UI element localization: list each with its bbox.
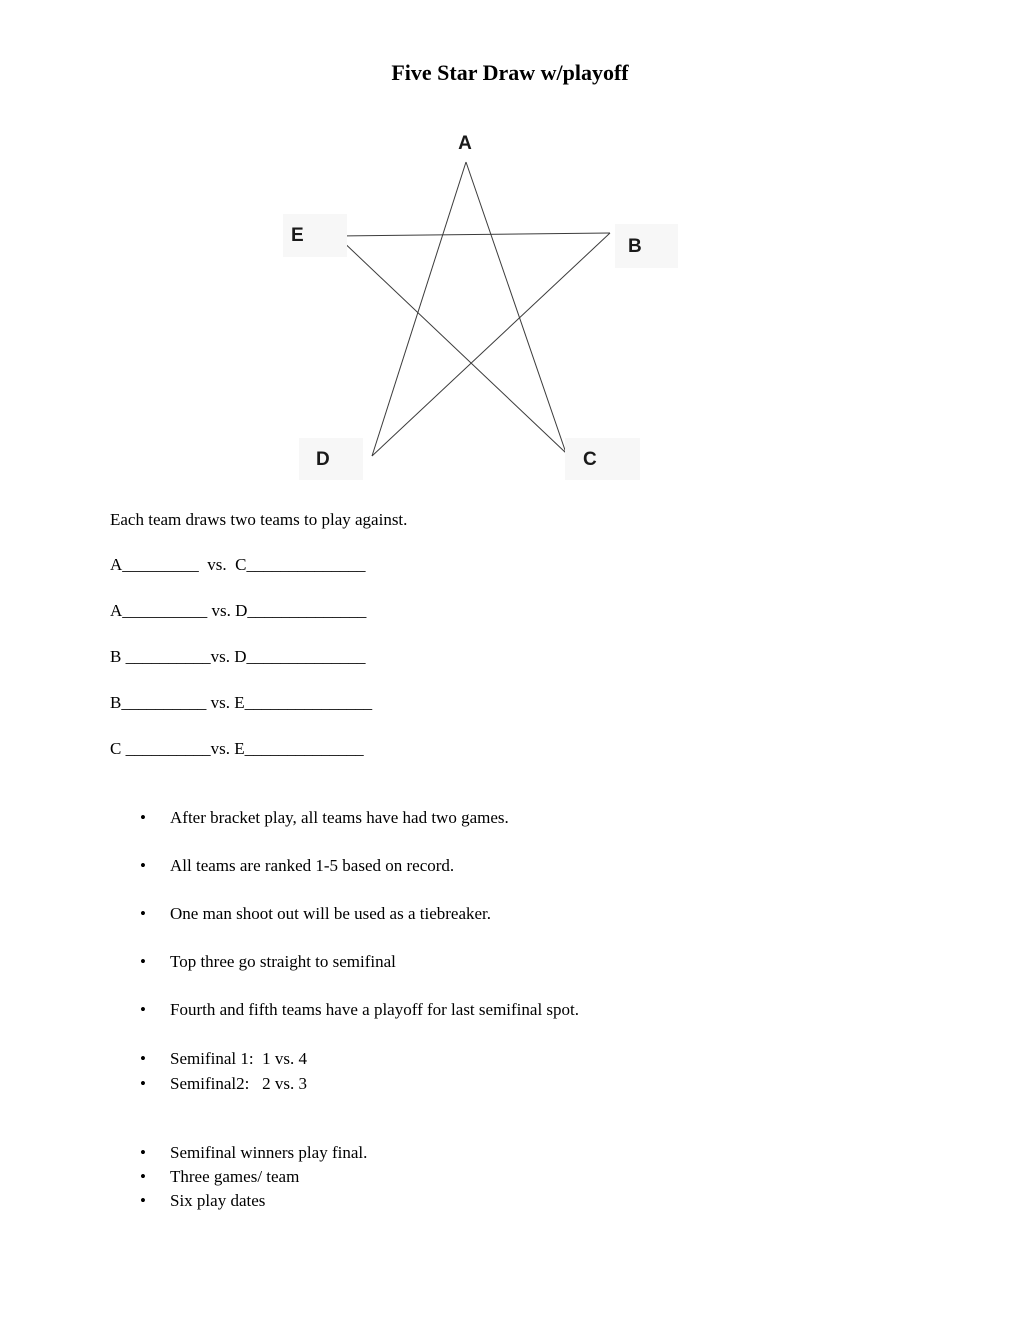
- bullet-icon: •: [140, 1191, 146, 1210]
- bullet-icon: •: [140, 1074, 146, 1093]
- list-item: [140, 1143, 880, 1162]
- list-item: [140, 1191, 880, 1210]
- star-label-b: B: [615, 224, 678, 268]
- bullet-icon: •: [140, 952, 146, 971]
- matchup-line: B __________vs. D______________: [110, 647, 366, 666]
- list-item: [140, 856, 880, 875]
- bullet-text: After bracket play, all teams have had two games.: [170, 808, 509, 827]
- intro-text: Each team draws two teams to play against.: [110, 510, 408, 529]
- matchup-line: A_________ vs. C______________: [110, 555, 366, 574]
- bullet-text: Three games/ team: [170, 1167, 300, 1186]
- pentagram-drawing: [280, 130, 700, 480]
- star-diagram: [280, 130, 700, 480]
- matchup-line: B__________ vs. E_______________: [110, 693, 373, 712]
- bullet-text: All teams are ranked 1-5 based on record.: [170, 856, 455, 875]
- closing-bullet-list: [140, 1143, 880, 1215]
- bullet-text: Six play dates: [170, 1191, 266, 1210]
- bullet-icon: •: [140, 1049, 146, 1068]
- bullet-icon: •: [140, 1143, 146, 1162]
- list-item: [140, 1167, 880, 1186]
- star-label-d: D: [299, 438, 363, 480]
- bullet-icon: •: [140, 1167, 146, 1186]
- star-label-e: E: [283, 214, 347, 257]
- list-item: [140, 808, 880, 827]
- bullet-icon: •: [140, 808, 146, 827]
- matchup-line: A__________ vs. D______________: [110, 601, 367, 620]
- bullet-icon: •: [140, 1000, 146, 1019]
- bullet-text: Semifinal 1: 1 vs. 4: [170, 1049, 307, 1068]
- list-item: [140, 1000, 880, 1019]
- matchup-line: C __________vs. E______________: [110, 739, 364, 758]
- bullet-text: Semifinal2: 2 vs. 3: [170, 1074, 307, 1093]
- bullet-icon: •: [140, 904, 146, 923]
- rules-bullet-list: [140, 808, 880, 1048]
- bullet-text: Semifinal winners play final.: [170, 1143, 368, 1162]
- star-label-a: A: [458, 133, 472, 154]
- bullet-text: One man shoot out will be used as a tiebreaker.: [170, 904, 492, 923]
- matchup-list: [110, 556, 710, 786]
- bullet-icon: •: [140, 856, 146, 875]
- page-title: Five Star Draw w/playoff: [391, 60, 629, 85]
- bullet-text: Fourth and fifth teams have a playoff for last semifinal spot.: [170, 1000, 580, 1019]
- list-item: [140, 1049, 880, 1068]
- list-item: [140, 1074, 880, 1093]
- list-item: [140, 904, 880, 923]
- bullet-text: Top three go straight to semifinal: [170, 952, 396, 971]
- semifinal-bullet-list: [140, 1049, 880, 1099]
- star-label-c: C: [565, 438, 640, 480]
- list-item: [140, 952, 880, 971]
